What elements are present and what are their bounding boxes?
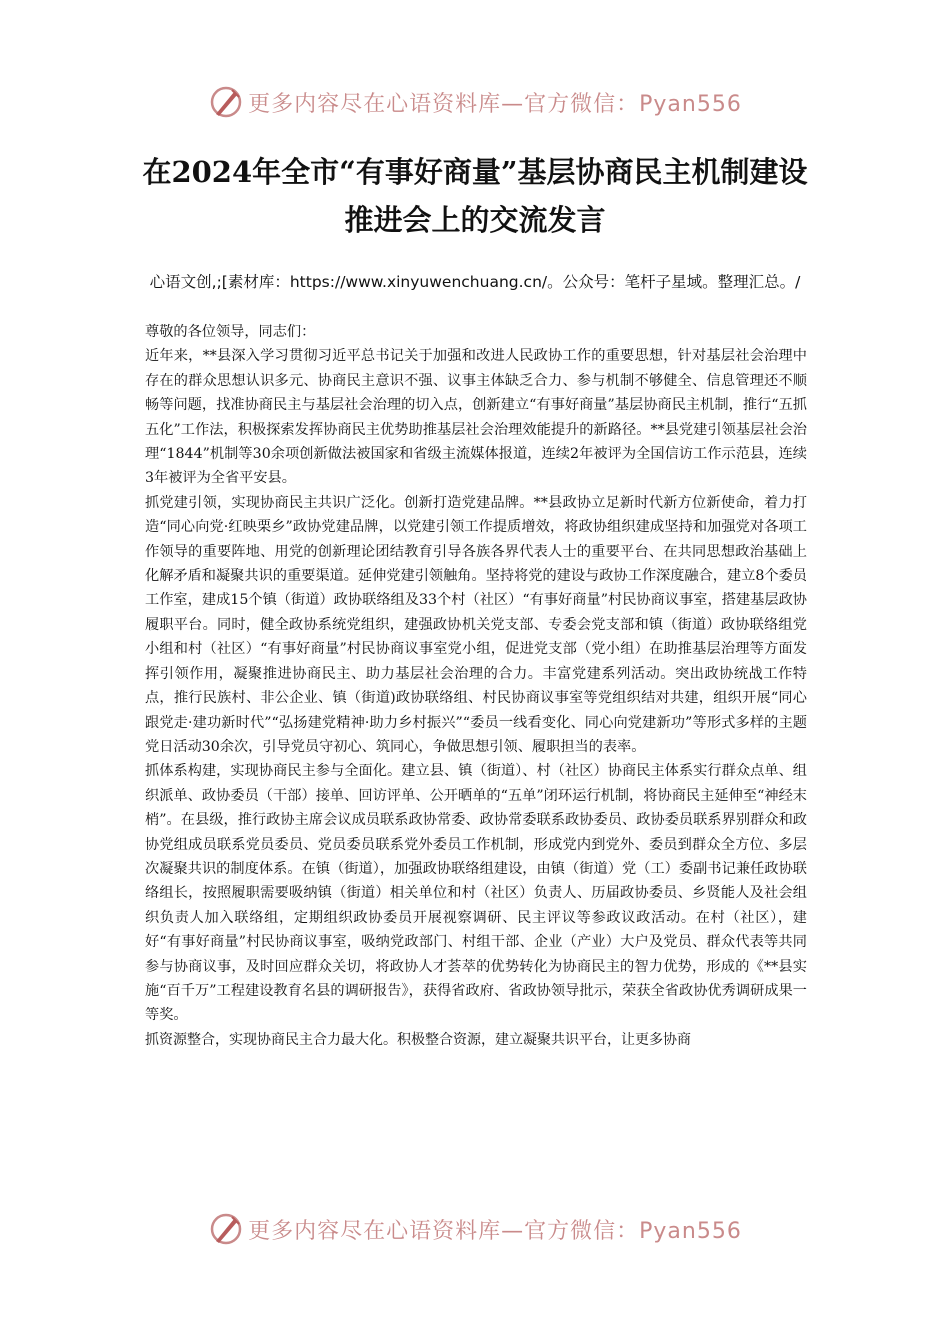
- paragraph-party-building: 抓党建引领，实现协商民主共识广泛化。创新打造党建品牌。**县政协立足新时代新方位新使命，着力打造“同心向党·红映栗乡”政协党建品牌，以党建引领工作提质增效，将政协组织建成坚持和加强党对各项工作领导的重要阵地、用党的创新理论团结教育引导各族各界代表人士的重要平台、在共同思想政治基础上化解矛盾和凝聚共识的重要渠道。延伸党建引领触角。坚持将党的建设与政协工作深度融合，建立8个委员工作室，建成15个镇（街道）政协联络组及33个村（社区）“有事好商量”村民协商议事室，搭建基层政协履职平台。同时，健全政协系统党组织，建强政协机关党支部、专委会党支部和镇（街道）政协联络组党小组和村（社区）“有事好商量”村民协商议事室党小组，促进党支部（党小组）在助推基层治理等方面发挥引领作用，凝聚推进协商民主、助力基层社会治理的合力。丰富党建系列活动。突出政协统战工作特点，推行民族村、非公企业、镇（街道)政协联络组、村民协商议事室等党组织结对共建，组织开展“同心跟党走·建功新时代”“弘扬建党精神·助力乡村振兴”“委员一线看变化、同心向党建新功”等形式多样的主题党日活动30余次，引导党员守初心、筑同心，争做思想引领、履职担当的表率。: [145, 494, 807, 755]
- paragraph-resource-integration: 抓资源整合，实现协商民主合力最大化。积极整合资源，建立凝聚共识平台，让更多协商: [145, 1031, 691, 1048]
- paragraph-system-building: 抓体系构建，实现协商民主参与全面化。建立县、镇（街道）、村（社区）协商民主体系实行群众点单、组织派单、政协委员（干部）接单、回访评单、公开晒单的“五单”闭环运行机制，将协商民主延伸至“神经末梢”。在县级，推行政协主席会议成员联系政协常委、政协常委联系政协委员、政协委员联系界别群众和政协党组成员联系党员委员、党员委员联系党外委员工作机制，形成党内到党外、委员到群众全方位、多层次凝聚共识的制度体系。在镇（街道），加强政协联络组建设，由镇（街道）党（工）委副书记兼任政协联络组长，按照履职需要吸纳镇（街道）相关单位和村（社区）负责人、历届政协委员、乡贤能人及社会组织负责人加入联络组，定期组织政协委员开展视察调研、民主评议等参政议政活动。在村（社区），建好“有事好商量”村民协商议事室，吸纳党政部门、村组干部、企业（产业）大户及党员、群众代表等共同参与协商议事，及时回应群众关切，将政协人才荟萃的优势转化为协商民主的智力优势，形成的《**县实施“百千万”工程建设教育名县的调研报告》，获得省政府、省政协领导批示，荣获全省政协优秀调研成果一等奖。: [145, 763, 807, 1024]
- greeting: 尊敬的各位领导，同志们：: [145, 324, 316, 340]
- document-title: 在2024年全市“有事好商量”基层协商民主机制建设推进会上的交流发言: [142, 155, 808, 237]
- source-line: 心语文创,;[素材库：https://www.xinyuwenchuang.cn/。公众号：笔杆子星域。整理汇总。/: [149, 273, 801, 291]
- paragraph-intro: 近年来，**县深入学习贯彻习近平总书记关于加强和改进人民政协工作的重要思想，针对基层社会治理中存在的群众思想认识多元、协商民主意识不强、议事主体缺乏合力、参与机制不够健全、信息管理还不顺畅等问题，找准协商民主与基层社会治理的切入点，创新建立“有事好商量”基层协商民主机制，推行“五抓五化”工作法，积极探索发挥协商民主优势助推基层社会治理效能提升的新路径。**县党建引领基层社会治理“1844”机制等30余项创新做法被国家和省级主流媒体报道，连续2年被评为全国信访工作示范县，连续3年被评为全省平安县。: [145, 348, 807, 487]
- watermark-text: 更多内容尽在心语资料库—官方微信：Pyan556: [248, 1218, 742, 1244]
- quill-pen-seal-icon: [208, 84, 244, 120]
- watermark-text: 更多内容尽在心语资料库—官方微信：Pyan556: [248, 91, 742, 117]
- footer-watermark-banner: [0, 1209, 950, 1249]
- document-body: [145, 320, 807, 1052]
- quill-pen-seal-icon: [208, 1211, 244, 1247]
- header-watermark-banner: [0, 82, 950, 122]
